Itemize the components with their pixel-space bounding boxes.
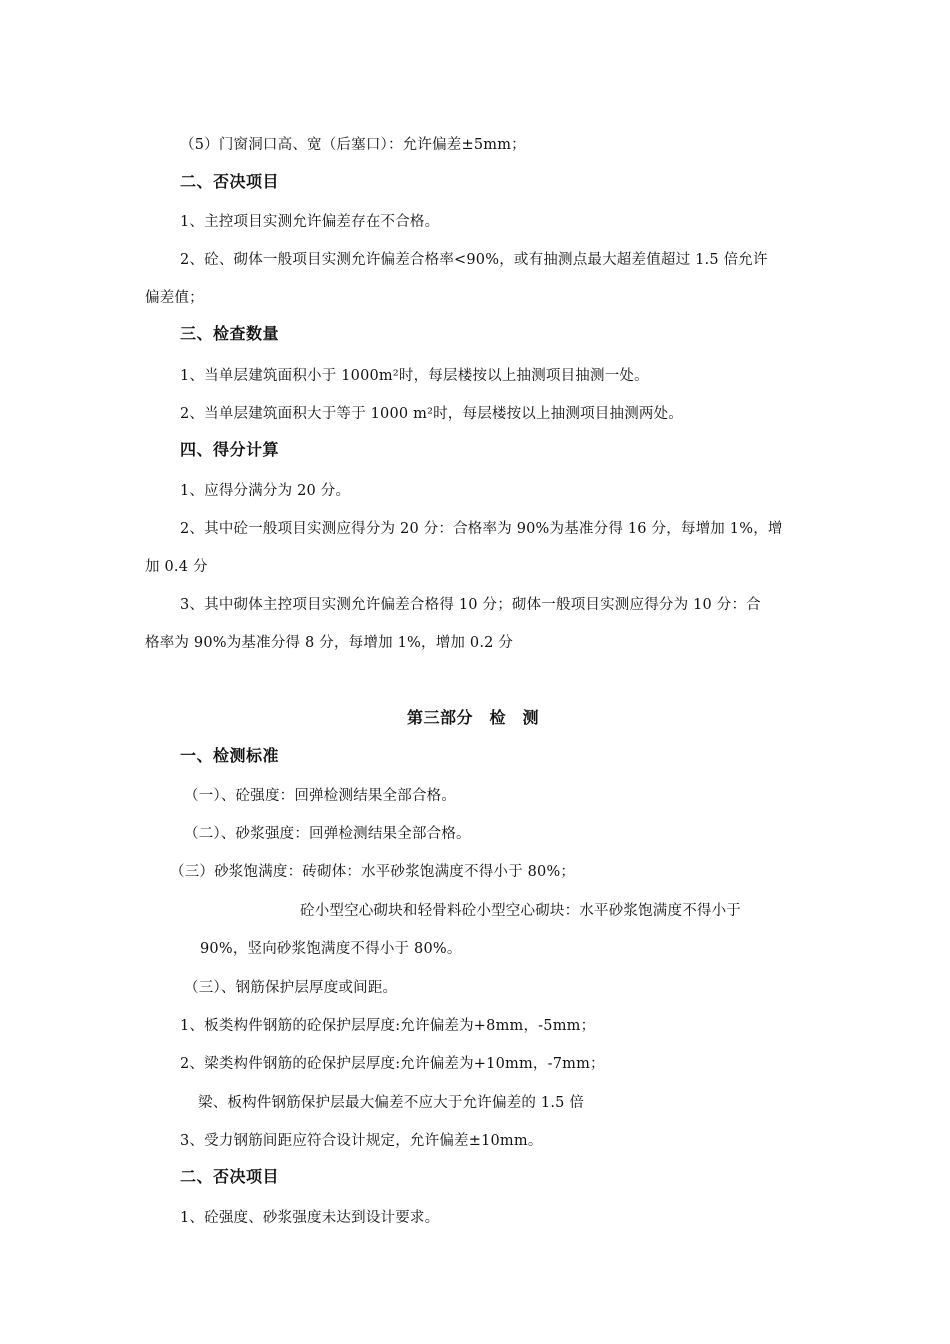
paragraph-score-2-line-1: 2、其中砼一般项目实测应得分为 20 分：合格率为 90%为基准分得 16 分，每增加 1%，增 — [180, 521, 783, 537]
paragraph-standard-3: （三）砂浆饱满度：砖砌体：水平砂浆饱满度不得小于 80%； — [170, 864, 576, 880]
paragraph-quantity-1: 1、当单层建筑面积小于 1000m²时，每层楼按以上抽测项目抽测一处。 — [180, 368, 649, 384]
paragraph-score-3-line-2: 格率为 90%为基准分得 8 分，每增加 1%，增加 0.2 分 — [145, 635, 514, 651]
paragraph-score-3-line-1: 3、其中砌体主控项目实测允许偏差合格得 10 分；砌体一般项目实测应得分为 10 分：合 — [180, 597, 761, 613]
paragraph-standard-3-line-3: 90%，竖向砂浆饱满度不得小于 80%。 — [200, 941, 462, 957]
part-title: 第三部分 检 测 — [407, 708, 540, 727]
paragraph-standard-2: （二）、砂浆强度：回弹检测结果全部合格。 — [184, 826, 471, 842]
paragraph-item-5: （5）门窗洞口高、宽（后塞口）：允许偏差±5mm； — [180, 137, 526, 153]
paragraph-veto-2-line-2: 偏差值； — [145, 290, 204, 306]
paragraph-part3-veto-1: 1、砼强度、砂浆强度未达到设计要求。 — [180, 1210, 440, 1226]
paragraph-quantity-2: 2、当单层建筑面积大于等于 1000 m²时，每层楼按以上抽测项目抽测两处。 — [180, 406, 684, 422]
section-heading-quantity: 三、检查数量 — [180, 324, 280, 343]
paragraph-standard-4-3: 3、受力钢筋间距应符合设计规定，允许偏差±10mm。 — [180, 1133, 543, 1149]
paragraph-standard-4-1: 1、板类构件钢筋的砼保护层厚度:允许偏差为+8mm，-5mm； — [180, 1018, 596, 1034]
section-heading-veto-part3: 二、否决项目 — [180, 1167, 280, 1186]
paragraph-veto-1: 1、主控项目实测允许偏差存在不合格。 — [180, 214, 440, 230]
paragraph-standard-4: （三）、钢筋保护层厚度或间距。 — [184, 980, 398, 996]
paragraph-score-2-line-2: 加 0.4 分 — [145, 559, 208, 575]
paragraph-standard-3-line-2: 砼小型空心砌块和轻骨料砼小型空心砌块：水平砂浆饱满度不得小于 — [300, 903, 741, 919]
paragraph-score-1: 1、应得分满分为 20 分。 — [180, 483, 351, 499]
paragraph-standard-1: （一）、砼强度：回弹检测结果全部合格。 — [184, 788, 457, 804]
paragraph-veto-2-line-1: 2、砼、砌体一般项目实测允许偏差合格率<90%，或有抽测点最大超差值超过 1.5 倍允许 — [180, 252, 768, 268]
section-heading-score: 四、得分计算 — [180, 440, 280, 459]
section-heading-veto: 二、否决项目 — [180, 172, 280, 191]
paragraph-standard-4-2: 2、梁类构件钢筋的砼保护层厚度:允许偏差为+10mm，-7mm； — [180, 1056, 605, 1072]
paragraph-standard-4-note: 梁、板构件钢筋保护层最大偏差不应大于允许偏差的 1.5 倍 — [198, 1095, 585, 1111]
section-heading-standard: 一、检测标准 — [180, 746, 280, 765]
